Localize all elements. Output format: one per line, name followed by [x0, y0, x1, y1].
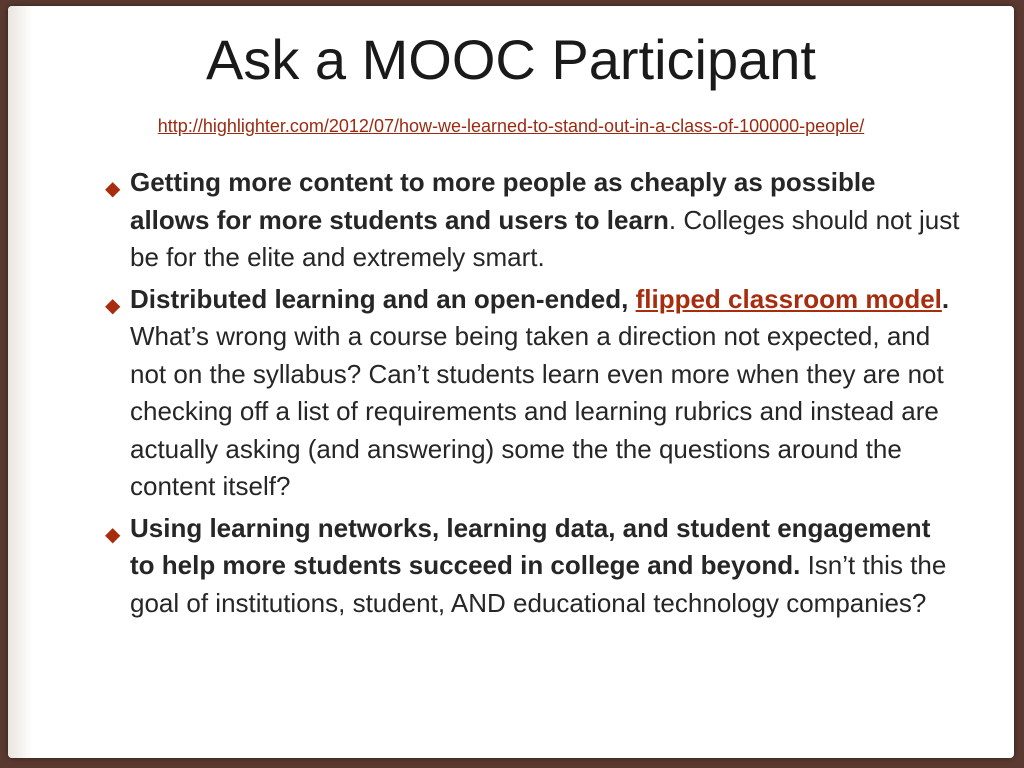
bullet-item-1: [100, 164, 960, 277]
bullet-2-text: What’s wrong with a course being taken a direction not expected, and not on the syllabus? Can’t students learn even more when they are not checking off a list of requirements and learning rubrics and instead are actually asking (and answering) some the the questions around the content itself?: [130, 321, 944, 501]
diamond-bullet-icon: ◆: [105, 178, 121, 200]
bullet-3-bold-text: Using learning networks, learning data, and student engagement to help more students succeed in college and beyond.: [130, 512, 931, 580]
bullet-item-3: [100, 510, 960, 623]
flipped-classroom-link[interactable]: flipped classroom model: [635, 283, 942, 314]
bullet-2-bold-period: .: [941, 283, 950, 314]
diamond-bullet-icon: ◆: [105, 294, 121, 317]
diamond-bullet-icon: ◆: [105, 523, 121, 546]
slide-title: Ask a MOOC Participant: [206, 28, 816, 91]
bullet-item-2: [100, 281, 960, 506]
bullet-1-bold-text: Getting more content to more people as cheaply as possible allows for more students and users to learn: [130, 167, 876, 235]
source-link[interactable]: http://highlighter.com/2012/07/how-we-learned-to-stand-out-in-a-class-of-100000-people/: [157, 116, 865, 136]
bullet-2-bold-text: Distributed learning and an open-ended,: [130, 283, 636, 314]
bullet-list: [100, 164, 960, 626]
slide-page: [8, 6, 1014, 758]
bullet-1-text: . Colleges should not just be for the elite and extremely smart.: [130, 204, 960, 272]
bullet-3-text: Isn’t this the goal of institutions, student, AND educational technology companies?: [130, 550, 947, 618]
